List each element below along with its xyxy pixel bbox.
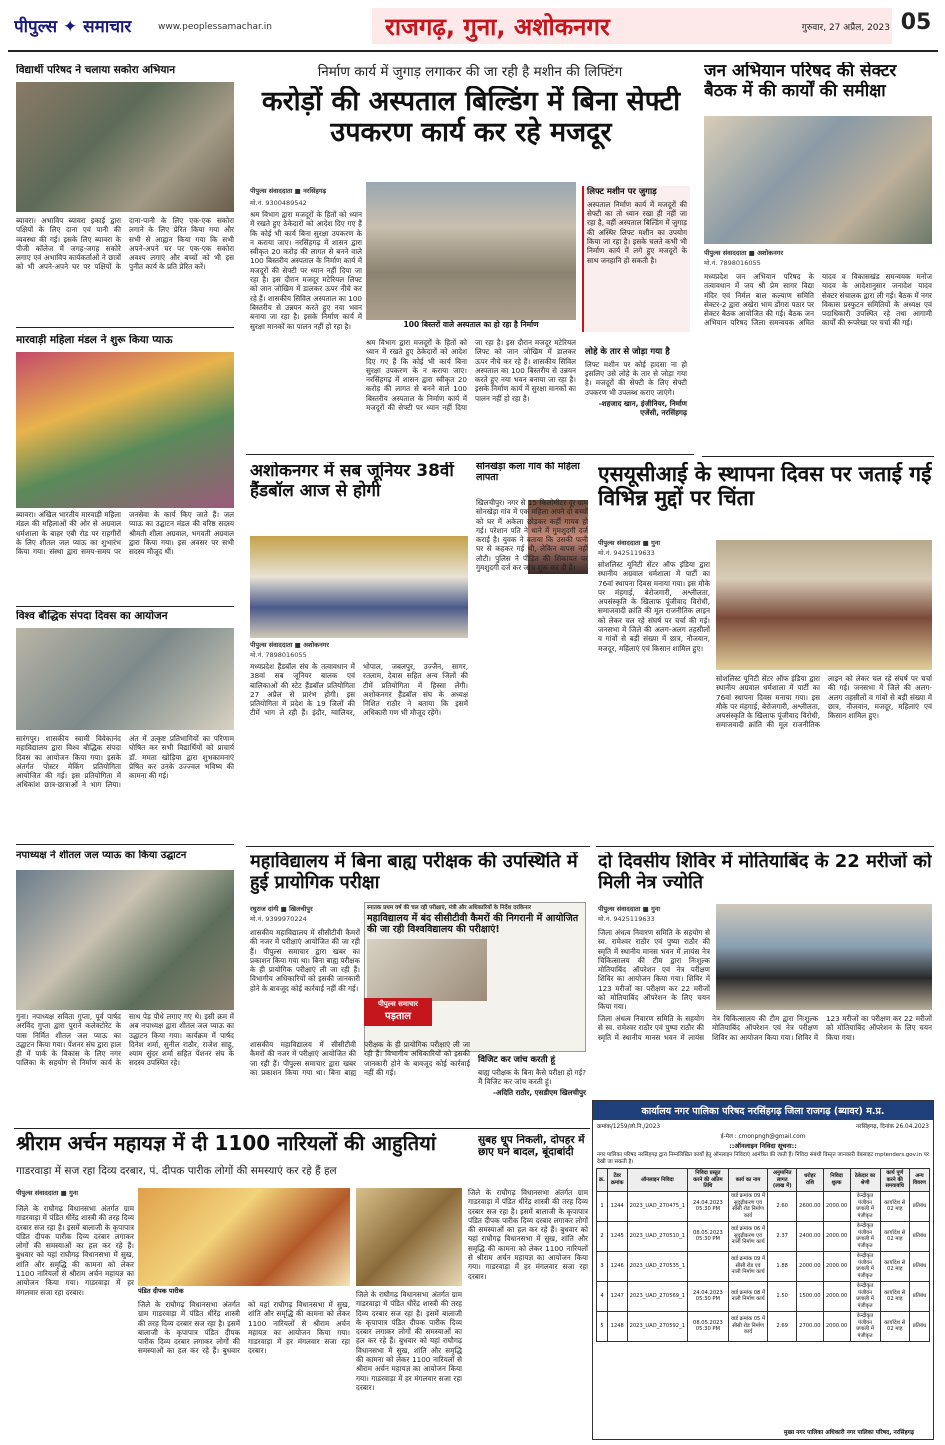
- s14-box: [592, 1100, 934, 1440]
- s10-clip-title: महाविद्यालय में बंद सीसीटीवी कैमरों की निगरानी में आयोजित की जा रही विश्वविद्यालय की परीक्षाएं!: [367, 913, 579, 935]
- tender-cell: 2700.00: [797, 1311, 823, 1341]
- s2-body: ब्यावरा। अखिल भारतीय मारवाड़ी महिला मंडल की महिलाओं की ओर से अग्रवाल धर्मशाला के बाहर एबी रोड पर राहगीरों के लिए शीतल जल प्याऊ का शुभारंभ किया गया। संस्था द्वारा समय-समय पर जनसेवा के कार्य किए जाते हैं। जल प्याऊ का उद्घाटन मंडल की वरिष्ठ सदस्य श्रीमती शीला अग्रवाल, भगवती अग्रवाल द्वारा किया गया। इस अवसर पर सभी सदस्य मौजूद थीं।: [16, 510, 234, 557]
- table-row: [597, 1251, 930, 1281]
- s10-clip-photo: [367, 939, 487, 1001]
- s12-photo: [138, 1188, 350, 1286]
- tender-cell: केन्द्रीकृत पंजीयन प्रणाली में पंजीकृत: [850, 1191, 880, 1221]
- tender-cell: 2.69: [768, 1311, 797, 1341]
- s5-quote: [582, 346, 690, 450]
- s2-title: मारवाड़ी महिला मंडल ने शुरू किया प्याऊ: [16, 334, 173, 346]
- s10-stamp-label-2: पड़ताल: [384, 1011, 412, 1022]
- s12-caption: पंडित दीपक पारीक: [138, 1287, 184, 1295]
- tender-cell: [688, 1251, 729, 1281]
- tender-cell: केन्द्रीकृत पंजीयन प्रणाली में पंजीकृत: [850, 1251, 880, 1281]
- tender-header: निविदा प्रस्तुत करने की अंतिम तिथि: [688, 1169, 729, 1192]
- s5-mobile: मो.नं. 9300489542: [250, 199, 307, 207]
- s10-clip-kicker: स्नातक प्रथम वर्ष की चल रही परीक्षाएं, मंत्री और अधिकारियों के निर्देश दरकिनार: [367, 905, 532, 911]
- tender-cell: 2000.00: [823, 1251, 850, 1281]
- tender-cell: 1.50: [768, 1281, 797, 1311]
- tender-header: अनुमानित लागत (लाख में): [768, 1169, 797, 1192]
- s3-body: सारंगपुर। शासकीय स्वामी विवेकानंद महाविद्यालय द्वारा विश्व बौद्धिक संपदा दिवस का आयोजन किया गया। इसके अंतर्गत पोस्टर मेकिंग प्रतियोगिता आयोजित की गई। इस प्रतियोगिता में अधिकांश छात्र-छात्राओं ने भाग लिया। अंत में उत्कृष्ट प्रतिभागियों का परिणाम घोषित कर सभी विद्यार्थियों को प्राचार्य डॉ. ममता खोड़िया द्वारा शुभकामनाएं प्रेषित कर उनके उज्ज्वल भविष्य की कामना की गई।: [16, 734, 234, 790]
- tender-header: निविदा शुल्क: [823, 1169, 850, 1192]
- tender-cell: 08.05.2023 05:30 PM: [688, 1311, 729, 1341]
- s12-body-4: जिले के राघौगढ़ विधानसभा अंतर्गत ग्राम गाडरवाड़ा में पंडित धीरेंद्र शास्त्री की तरह दिव्य दरबार सज रहा है। इसमें बालाजी के कृपापात्र पंडित दीपक पारीक दिव्य दरबार लगाकर लोगों की समस्याओं का हल कर रहे हैं। बुधवार को यहां राघौगढ़ विधानसभा में सुख, शांति और समृद्धि की कामना को लेकर 1100 नारियलों से श्रीराम अर्चन महायज्ञ का आयोजन किया गया। गाडरवाड़ा में हर मंगलवार सजा रहा दरबार।: [468, 1188, 588, 1281]
- s7-photo: [250, 536, 468, 638]
- tender-cell: 2.60: [768, 1191, 797, 1221]
- tender-header: ठेकेदार का श्रेणी: [850, 1169, 880, 1192]
- page-number: 05: [900, 10, 932, 35]
- region-title: राजगढ़, गुना, अशोकनगर: [385, 13, 610, 41]
- tender-header: टेंडर क्रमांक: [607, 1169, 627, 1192]
- s6-body: मध्यप्रदेश जन अभियान परिषद के तत्वावधान में जय श्री प्रेम सागर विद्या मंदिर एवं निर्मल बाल कल्याण समिति सेक्टर-2 द्वारा अखेरा भाम डोंगरा पठार पर सेक्टर बैठक आयोजित की गई। बैठक जन अभियान परिषद जिला समन्वयक अमित यादव व विकासखंड समन्वयक मनोज यादव के आदेशानुसार जनादेश यादव सेक्टर संचालक द्वारा ली गई। बैठक में नगर विकास प्रस्फुटन समितियों के अध्यक्ष एवं पदाधिकारी उपस्थित रहे तथा आगामी कार्यों की रूपरेखा पर चर्चा की गई।: [704, 272, 932, 328]
- tender-cell: 2023_UAD_270569_1: [627, 1281, 687, 1311]
- s5-byline: पीपुल्स संवाददाता ■ नरसिंहगढ़: [250, 187, 327, 195]
- divider: [246, 846, 590, 847]
- tender-cell: 08.05.2023 05:30 PM: [688, 1221, 729, 1251]
- divider: [16, 327, 234, 328]
- s5-title: करोड़ों की अस्पताल बिल्डिंग में बिना सेफ्टी उपकरण कार्य कर रहे मजदूर: [261, 86, 681, 149]
- s8-body: खिलचीपुर। नगर से 15 किलोमीटर दूर ग्राम सोनखेड़ा गांव में एक महिला अपने दो बच्चों को घर में अकेला छोड़कर कहीं गायब हो गई। परेशान पति ने थाने में गुमशुदगी दर्ज कराई है। युवक ने बताया कि उसकी पत्नी घर से कहकर गई थी, लेकिन वापस नहीं लौटी। पुलिस ने पीड़ित की शिकायत पर गुमशुदगी दर्ज कर जांच शुरू कर दी है।: [476, 498, 588, 573]
- tender-cell: कार्यादेश से 02 माह: [880, 1311, 909, 1341]
- tender-cell: 2: [597, 1221, 608, 1251]
- tender-cell: 1247: [607, 1281, 627, 1311]
- s5-quote-title: लोहे के तार से जोड़ा गया है: [585, 347, 670, 357]
- s4-photo: [16, 870, 234, 1010]
- tender-cell: 1245: [607, 1221, 627, 1251]
- masthead-date: गुरुवार, 27 अप्रैल, 2023: [801, 23, 890, 33]
- s2-photo: [16, 352, 234, 508]
- s11-photo: [716, 904, 932, 1010]
- s10-visit: [476, 1054, 588, 1126]
- divider: [596, 846, 934, 847]
- tender-cell: 24.04.2023 05:30 PM: [688, 1281, 729, 1311]
- tender-cell: 3: [597, 1251, 608, 1281]
- tender-cell: 1244: [607, 1191, 627, 1221]
- s1-title: विद्यार्थी परिषद ने चलाया सकोरा अभियान: [16, 64, 176, 76]
- tender-cell: 2000.00: [823, 1281, 850, 1311]
- tender-cell: प्रतिबंध: [909, 1281, 929, 1311]
- table-row: [597, 1311, 930, 1341]
- divider: [702, 456, 934, 457]
- masthead-url: www.peoplessamachar.in: [158, 22, 272, 32]
- s9-body: सोशलिस्ट यूनिटी सेंटर ऑफ इंडिया द्वारा स्थानीय अग्रवाल धर्मशाला में पार्टी का 76वां स्थापना दिवस मनाया गया। इस मौके पर मंहगाई, बेरोजगारी, अश्लीलता, अपसंस्कृति के खिलाफ पूंजीवाद विरोधी, समाजवादी क्रांति की मूल राजनीतिक लाइन को लेकर चल रहे संघर्ष पर चर्चा की गई। जनसभा में जिले की अलग-अलग तहसीलों व गांवों से बड़ी संख्या में छात्र, नौजवान, मजदूर, महिलाएं एवं किसान शामिल हुए।: [598, 560, 710, 653]
- tender-cell: 2023_UAD_270475_1: [627, 1191, 687, 1221]
- s6-mobile: मो.नं. 7898016055: [704, 259, 761, 267]
- masthead-rule: [8, 50, 938, 52]
- s14-dated: नरसिंहगढ़, दिनांक 26.04.2023: [855, 1124, 929, 1130]
- s5-body: श्रम विभाग द्वारा मजदूरों के हितों को ध्यान में रखते हुए ठेकेदारों को आदेश दिए गए हैं कि कोई भी कार्य बिना सुरक्षा उपकरण के न कराया जाए। नरसिंहगढ़ में शासन द्वारा स्वीकृत 20 करोड़ की लागत से बनने वाले 100 बिस्तरीय अस्पताल के निर्माण कार्य में मजदूरों की सेफ्टी पर ध्यान नहीं दिया जा रहा है। इस दौरान मजदूर मटेरियल लिफ्ट को जान जोखिम में डालकर ऊपर नीचे कर रहे हैं। शासकीय सिविल अस्पताल का 100 बिस्तरीय से उन्नयन करते हुए नया भवन बनाया जा रहा है। इसके निर्माण कार्य में सुरक्षा मानकों का पालन नहीं हो रहा है।: [250, 210, 362, 331]
- s1-photo: [16, 82, 234, 212]
- tender-cell: प्रतिबंध: [909, 1221, 929, 1251]
- s7-body: मध्यप्रदेश हैंडबॉल संघ के तत्वावधान में 38वां सब जूनियर बालक एवं बालिकाओं की स्टेट हैंडबॉल प्रतियोगिता 27 अप्रैल से प्रारंभ होगी। इस प्रतियोगिता में प्रदेश के 19 जिलों की टीमें भाग ले रही हैं। इंदौर, ग्वालियर, भोपाल, जबलपुर, उज्जैन, सागर, रतलाम, देवास सहित अन्य जिलों की टीमें प्रतियोगिता में हिस्सा लेंगी। अशोकनगर हैंडबॉल संघ के अध्यक्ष निशित राठौर ने बताया कि इसमें अधिकारी गण भी मौजूद रहेंगे।: [250, 662, 468, 718]
- tender-cell: 2000.00: [797, 1251, 823, 1281]
- s7-mobile: मो.नं. 7898016055: [250, 651, 307, 659]
- tender-cell: 5: [597, 1311, 608, 1341]
- s10-body-2: शासकीय महाविद्यालय में सीसीटीवी कैमरों की नजर में परीक्षाएं आयोजित की जा रही हैं। पीपुल्स समाचार द्वारा खबर का प्रकाशन किया गया था। बिना बाह्य परीक्षक के ही प्रायोगिक परीक्षाएं ली जा रही हैं। विभागीय अधिकारियों को इसकी जानकारी होने के बावजूद कोई कार्रवाई नहीं की गई।: [250, 1040, 470, 1077]
- s4-body: गुना। नपाध्यक्ष सविता गुप्ता, पूर्व पार्षद अरविंद गुप्ता द्वारा पुराने कलेक्टोरेट के पास निर्मित शीतल जल प्याऊ का उद्घाटन किया गया। पेंशनर संघ द्वारा हाल ही में पार्क के विकास के लिए नगर पालिका के सहयोग से निर्माण कार्य के साथ पेड़ पौधे लगाए गए थे। इसी क्रम में अब नपाध्यक्ष द्वारा शीतल जल प्याऊ का उद्घाटन किया गया। कार्यक्रम में पार्षद दिनेश शर्मा, सुनील राठौर, राजेश साहू, श्याम सुंदर शर्मा सहित पेंशनर संघ के सदस्य उपस्थित रहे।: [16, 1012, 234, 1068]
- s5-quote-author: -शहजाद खान, इंजीनियर, निर्माण एजेंसी, नरसिंहगढ़: [598, 398, 687, 418]
- s4-title: नपाध्यक्ष ने शीतल जल प्याऊ का किया उद्घाटन: [16, 850, 187, 861]
- tender-header: कार्य पूर्ण करने की समयावधि: [880, 1169, 909, 1192]
- masthead-logo: पीपुल्स ✦ समाचार: [14, 17, 132, 37]
- s14-ref: क्रमांक/1259/लो.नि./2023: [597, 1124, 661, 1130]
- s9-body-2: सोशलिस्ट यूनिटी सेंटर ऑफ इंडिया द्वारा स्थानीय अग्रवाल धर्मशाला में पार्टी का 76वां स्थापना दिवस मनाया गया। इस मौके पर मंहगाई, बेरोजगारी, अश्लीलता, अपसंस्कृति के खिलाफ पूंजीवाद विरोधी, समाजवादी क्रांति की मूल राजनीतिक लाइन को लेकर चल रहे संघर्ष पर चर्चा की गई। जनसभा में जिले की अलग-अलग तहसीलों व गांवों से बड़ी संख्या में छात्र, नौजवान, मजदूर, महिलाएं एवं किसान शामिल हुए।: [716, 674, 932, 730]
- s10-visit-body: बाह्य परीक्षक के बिना कैसे परीक्षा हो गई? मैं विजिट कर जांच करती हूं।: [478, 1067, 586, 1087]
- s9-title: एसयूसीआई के स्थापना दिवस पर जताई गई विभिन्न मुद्दों पर चिंता: [598, 462, 932, 511]
- tender-header: ऑनलाइन निविदा: [627, 1169, 687, 1192]
- tender-cell: कार्यादेश से 02 माह: [880, 1251, 909, 1281]
- tender-cell: केन्द्रीकृत पंजीयन प्रणाली में पंजीकृत: [850, 1281, 880, 1311]
- divider: [16, 844, 234, 845]
- table-row: [597, 1191, 930, 1221]
- s6-photo: [704, 116, 932, 244]
- s12-title: श्रीराम अर्चन महायज्ञ में दी 1100 नारियलों की आहुतियां: [16, 1132, 436, 1155]
- s11-body-2: जिला अंधत्व निवारण समिति के सहयोग से स्व. रामेश्वर राठौर एवं पुष्पा राठौर की स्मृति में स्थानीय मानस भवन में लायंस नेत्र चिकित्सालय की टीम द्वारा निःशुल्क मोतियाबिंद ऑपरेशन एवं नेत्र परीक्षण शिविर का आयोजन किया गया। शिविर में 123 मरीजों का परीक्षण कर 22 मरीजों को मोतियाबिंद ऑपरेशन के लिए चयन किया गया।: [598, 1014, 932, 1042]
- s14-title: कार्यालय नगर पालिका परिषद नरसिंहगढ़ जिला राजगढ़ (ब्यावर) म.प्र.: [593, 1101, 933, 1120]
- s7-byline: पीपुल्स संवाददाता ■ अशोकनगर: [250, 641, 330, 649]
- divider: [246, 454, 694, 455]
- s9-byline: पीपुल्स संवाददाता ■ गुना: [598, 539, 661, 547]
- s14-signature: मुख्य नगर पालिका अधिकारी नगर पालिका परिषद, नरसिंहगढ़: [783, 1430, 915, 1436]
- tender-table: [596, 1168, 930, 1342]
- s11-body: जिला अंधत्व निवारण समिति के सहयोग से स्व. रामेश्वर राठौर एवं पुष्पा राठौर की स्मृति में स्थानीय मानस भवन में लायंस नेत्र चिकित्सालय की टीम द्वारा निःशुल्क मोतियाबिंद ऑपरेशन एवं नेत्र परीक्षण शिविर का आयोजन किया गया। शिविर में 123 मरीजों का परीक्षण कर 22 मरीजों को मोतियाबिंद ऑपरेशन के लिए चयन किया गया।: [598, 928, 710, 1012]
- s12-photo-2: [356, 1188, 462, 1286]
- s12-subtitle: गाडरवाड़ा में सज रहा दिव्य दरबार, पं. दीपक पारीक लोगों की समस्याएं कर रहे हैं हल: [16, 1165, 337, 1177]
- table-row: [597, 1281, 930, 1311]
- s14-intro: नगर पालिका परिषद नरसिंहगढ़ द्वारा निम्नलिखित कार्यों हेतु ऑनलाइन निविदाएं आमंत्रित की जाती हैं। निविदा संबंधी विस्तृत जानकारी वेबसाइट mptenders.gov.in पर देखी जा सकती है।: [597, 1152, 929, 1165]
- s12-body-2: जिले के राघौगढ़ विधानसभा अंतर्गत ग्राम गाडरवाड़ा में पंडित धीरेंद्र शास्त्री की तरह दिव्य दरबार सज रहा है। इसमें बालाजी के कृपापात्र पंडित दीपक पारीक दिव्य दरबार लगाकर लोगों की समस्याओं का हल कर रहे हैं। बुधवार को यहां राघौगढ़ विधानसभा में सुख, शांति और समृद्धि की कामना को लेकर 1100 नारियलों से श्रीराम अर्चन महायज्ञ का आयोजन किया गया। गाडरवाड़ा में हर मंगलवार सजा रहा दरबार।: [138, 1300, 350, 1356]
- tender-cell: प्रतिबंध: [909, 1251, 929, 1281]
- tender-cell: केन्द्रीकृत पंजीयन प्रणाली में पंजीकृत: [850, 1221, 880, 1251]
- s6-title: जन अभियान परिषद की सेक्टर बैठक में की कार्यों की समीक्षा: [704, 62, 897, 101]
- s10-clip: [364, 902, 586, 1052]
- divider: [16, 606, 234, 607]
- s12-byline: पीपुल्स संवाददाता ■ गुना: [16, 1189, 79, 1197]
- s1-body: ब्यावरा। अभाविप ब्यावरा इकाई द्वारा पक्षियों के लिए दाना एवं पानी की व्यवस्था की गई। इसके लिए ब्यावरा के पीजी कॉलेज में जगह-जगह सकोरे लगाए एवं अभाविप कार्यकर्ताओं ने छात्रों को भी अपने-अपने घर पर पक्षियों के दाना-पानी के लिए एक-एक सकोरा लगाने के लिए प्रेरित किया गया और सभी से आह्वान किया गया कि सभी अपने-अपने घर पर एक-एक सकोरा अवश्य लगाएं और बच्चों को भी इस पुनीत कार्य के प्रति प्रेरित करें।: [16, 216, 234, 272]
- tender-cell: 2000.00: [823, 1221, 850, 1251]
- s3-photo: [16, 628, 234, 730]
- tender-cell: 1248: [607, 1311, 627, 1341]
- s11-title: दो दिवसीय शिविर में मोतियाबिंद के 22 मरीजों को मिली नेत्र ज्योति: [598, 852, 932, 893]
- tender-header: कार्य का नाम: [728, 1169, 767, 1192]
- s5-photo: [366, 182, 576, 332]
- tender-cell: वार्ड क्रमांक 05 में सीसी रोड निर्माण कार्य: [728, 1311, 767, 1341]
- s5-sidebar: [582, 186, 690, 332]
- divider: [14, 1128, 590, 1129]
- s10-title: महाविद्यालय में बिना बाह्य परीक्षक की उपस्थिति में हुई प्रायोगिक परीक्षा: [250, 852, 578, 893]
- s11-byline: पीपुल्स संवाददाता ■ गुना: [598, 905, 661, 913]
- tender-cell: प्रतिबंध: [909, 1191, 929, 1221]
- tender-header: क्र.: [597, 1169, 608, 1192]
- s5-quote-body: लिफ्ट मशीन पर कोई हादसा ना हो इसलिए उसे लोहे के तार से जोड़ा गया है। मजदूरों की सेफ्टी के लिए सेफ्टी उपकरण भी उपलब्ध कराए जाएंगे।: [585, 359, 687, 397]
- tender-cell: 1246: [607, 1251, 627, 1281]
- s10-stamp: [364, 998, 432, 1026]
- tender-cell: 4: [597, 1281, 608, 1311]
- tender-cell: 2600.00: [797, 1191, 823, 1221]
- tender-cell: 2400.00: [797, 1221, 823, 1251]
- tender-cell: 1.88: [768, 1251, 797, 1281]
- s5-body-2: श्रम विभाग द्वारा मजदूरों के हितों को ध्यान में रखते हुए ठेकेदारों को आदेश दिए गए हैं कि कोई भी कार्य बिना सुरक्षा उपकरण के न कराया जाए। नरसिंहगढ़ में शासन द्वारा स्वीकृत 20 करोड़ की लागत से बनने वाले 100 बिस्तरीय अस्पताल के निर्माण कार्य में मजदूरों की सेफ्टी पर ध्यान नहीं दिया जा रहा है। इस दौरान मजदूर मटेरियल लिफ्ट को जान जोखिम में डालकर ऊपर नीचे कर रहे हैं। शासकीय सिविल अस्पताल का 100 बिस्तरीय से उन्नयन करते हुए नया भवन बनाया जा रहा है। इसके निर्माण कार्य में सुरक्षा मानकों का पालन नहीं हो रहा है।: [366, 338, 576, 413]
- s5-caption: 100 बिस्तरों वाले अस्पताल का हो रहा है निर्माण: [366, 320, 576, 333]
- tender-cell: वार्ड क्रमांक 08 में नाली निर्माण कार्य: [728, 1281, 767, 1311]
- tender-cell: प्रतिबंध: [909, 1311, 929, 1341]
- s12-body: जिले के राघौगढ़ विधानसभा अंतर्गत ग्राम गाडरवाड़ा में पंडित धीरेंद्र शास्त्री की तरह दिव्य दरबार सज रहा है। इसमें बालाजी के कृपापात्र पंडित दीपक पारीक दिव्य दरबार लगाकर लोगों की समस्याओं का हल कर रहे हैं। बुधवार को यहां राघौगढ़ विधानसभा में सुख, शांति और समृद्धि की कामना को लेकर 1100 नारियलों से श्रीराम अर्चन महायज्ञ का आयोजन किया गया। गाडरवाड़ा में हर मंगलवार सजा रहा दरबार।: [16, 1204, 134, 1297]
- s10-stamp-label: पीपुल्स समाचार: [377, 1000, 419, 1008]
- s7-title: अशोकनगर में सब जूनियर 38वीं हैंडबॉल आज से होगी: [250, 462, 454, 501]
- s14-notice: ::ऑनलाइन निविदा सूचना::: [729, 1142, 797, 1150]
- s8-title: सोनखेड़ा कला गांव की महिला लापता: [476, 462, 580, 483]
- tender-cell: कार्यादेश से 02 माह: [880, 1191, 909, 1221]
- tender-cell: केन्द्रीकृत पंजीयन प्रणाली में पंजीकृत: [850, 1311, 880, 1341]
- tender-header: धरोहर राशि: [797, 1169, 823, 1192]
- tender-cell: 1500.00: [797, 1281, 823, 1311]
- tender-cell: 2023_UAD_270592_1: [627, 1311, 687, 1341]
- tender-header: अन्य विवरण: [909, 1169, 929, 1192]
- s10-byline: रघुराज दांगी ■ खिलचीपुर: [250, 905, 313, 913]
- s10-visit-title: विजिट कर जांच करती हूं: [478, 1055, 556, 1065]
- s12-body-3: जिले के राघौगढ़ विधानसभा अंतर्गत ग्राम गाडरवाड़ा में पंडित धीरेंद्र शास्त्री की तरह दिव्य दरबार सज रहा है। इसमें बालाजी के कृपापात्र पंडित दीपक पारीक दिव्य दरबार लगाकर लोगों की समस्याओं का हल कर रहे हैं। बुधवार को यहां राघौगढ़ विधानसभा में सुख, शांति और समृद्धि की कामना को लेकर 1100 नारियलों से श्रीराम अर्चन महायज्ञ का आयोजन किया गया। गाडरवाड़ा में हर मंगलवार सजा रहा दरबार।: [356, 1290, 462, 1392]
- tender-cell: 2000.00: [823, 1311, 850, 1341]
- s3-title: विश्व बौद्धिक संपदा दिवस का आयोजन: [16, 610, 168, 622]
- masthead: [0, 0, 945, 52]
- tender-cell: कार्यादेश से 02 माह: [880, 1281, 909, 1311]
- s10-mobile: मो.नं. 9399970224: [250, 915, 307, 923]
- s5-sidebar-title: लिफ्ट मशीन पर जुगाड़: [587, 187, 657, 197]
- tender-cell: वार्ड क्रमांक 09 में सुदृढ़ीकरण एवं सीसी रोड निर्माण कार्य: [728, 1191, 767, 1221]
- s11-mobile: मो.नं. 9425119633: [598, 915, 655, 923]
- s14-email: ई-मेल : cmonpngh@gmail.com: [720, 1134, 806, 1140]
- s9-mobile: मो.नं. 9425119633: [598, 549, 655, 557]
- tender-cell: 2023_UAD_270510_1: [627, 1221, 687, 1251]
- tender-cell: वार्ड क्रमांक 09 में सीसी रोड एवं नाली निर्माण कार्य: [728, 1251, 767, 1281]
- s5-kicker: निर्माण कार्य में जुगाड़ लगाकर की जा रही है मशीन की लिफ्टिंग: [317, 64, 623, 80]
- s6-byline: पीपुल्स संवाददाता ■ अशोकनगर: [704, 249, 784, 257]
- tender-cell: 2023_UAD_270535_1: [627, 1251, 687, 1281]
- tender-cell: 2000.00: [823, 1191, 850, 1221]
- s5-sidebar-body: अस्पताल निर्माण कार्य में मजदूरों की सेफ्टी का तो ध्यान रखा ही नहीं जा रहा है, वहीं अस्पताल बिल्डिंग में जुगाड़ की अस्थिर लिफ्ट मशीन का उपयोग किया जा रहा है। इसके चलते कभी भी निर्माण कार्य में लगे हुए मजदूरों के साथ जनहानि हो सकती है।: [587, 199, 688, 265]
- tender-cell: 1: [597, 1191, 608, 1221]
- tender-cell: कार्यादेश से 02 माह: [880, 1221, 909, 1251]
- s13-title: सुबह धूप निकली, दोपहर में छाए घने बादल, बूंदाबांदी: [478, 1134, 590, 1180]
- tender-cell: 2.37: [768, 1221, 797, 1251]
- s10-body: शासकीय महाविद्यालय में सीसीटीवी कैमरों की नजर में परीक्षाएं आयोजित की जा रही हैं। पीपुल्स समाचार द्वारा खबर का प्रकाशन किया गया था। बिना बाह्य परीक्षक के ही प्रायोगिक परीक्षाएं ली जा रही हैं। विभागीय अधिकारियों को इसकी जानकारी होने के बावजूद कोई कार्रवाई नहीं की गई।: [250, 928, 360, 993]
- table-row: [597, 1221, 930, 1251]
- s9-photo: [716, 540, 932, 670]
- tender-cell: वार्ड क्रमांक 06 में सुदृढ़ीकरण एवं नाली निर्माण कार्य: [728, 1221, 767, 1251]
- tender-cell: 24.04.2023 05:30 PM: [688, 1191, 729, 1221]
- s10-visit-author: -अदिति राठौर, एसडीएम खिलचीपुर: [492, 1088, 586, 1098]
